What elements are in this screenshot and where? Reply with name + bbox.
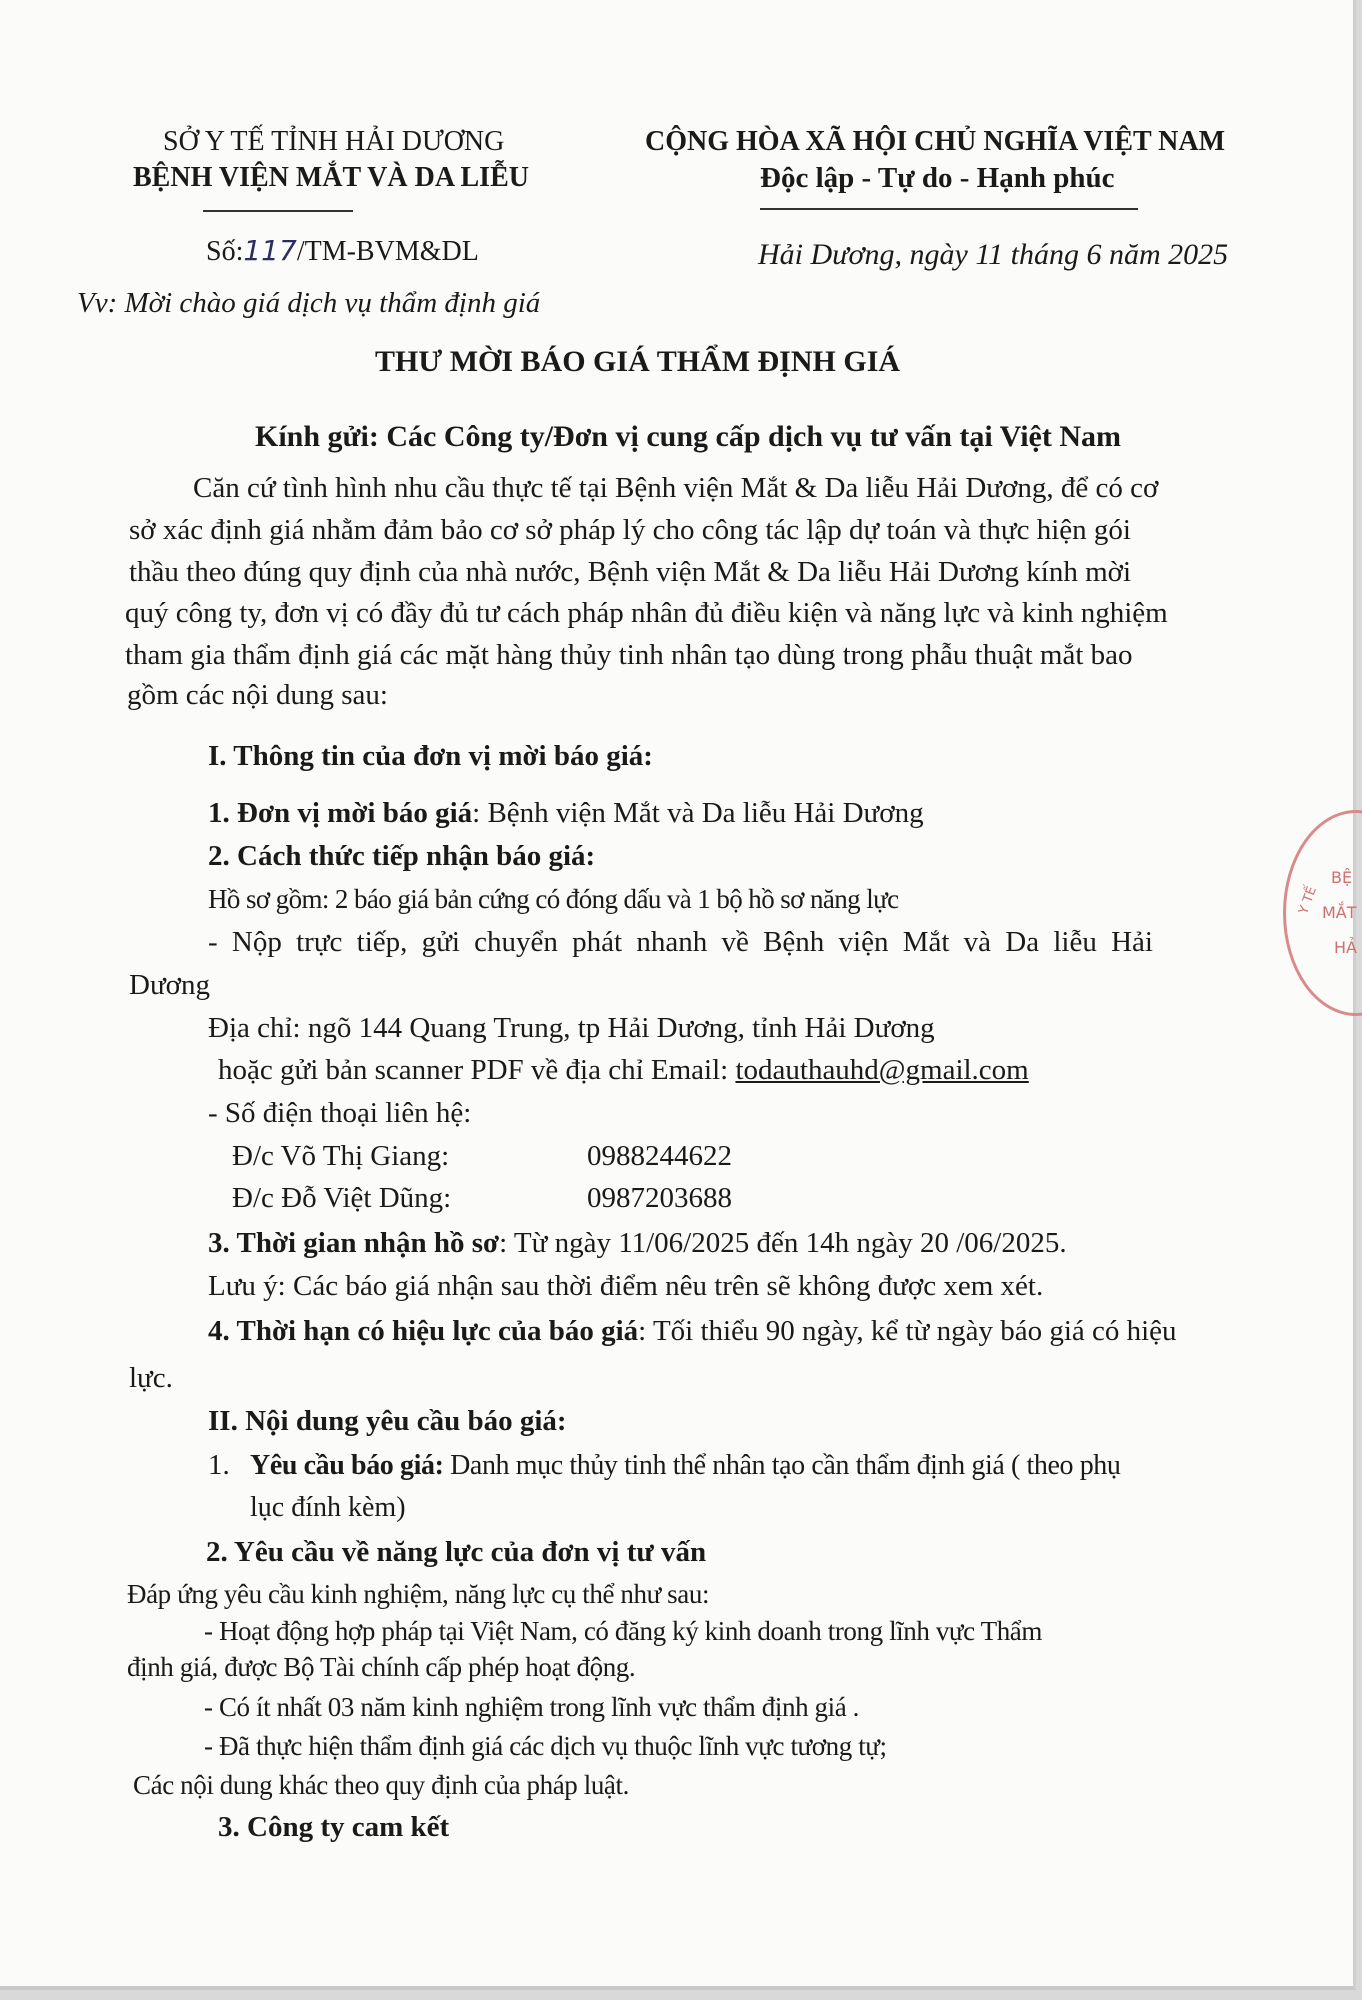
section-2-item-1-continuation: lục đính kèm) [250, 1492, 406, 1523]
recipient: Kính gửi: Các Công ty/Đơn vị cung cấp dịch vụ tư vấn tại Việt Nam [255, 420, 1122, 453]
section-1-heading: I. Thông tin của đơn vị mời báo giá: [208, 740, 653, 772]
submit-line-2: Dương [129, 969, 210, 1001]
section-2-item-1-number: 1. [208, 1449, 230, 1481]
document-subject: Vv: Mời chào giá dịch vụ thẩm định giá [77, 287, 541, 319]
section-2-heading: II. Nội dung yêu cầu báo giá: [208, 1405, 567, 1437]
stamp-fragment-4: Y TẾ [1296, 884, 1320, 917]
country-name: CỘNG HÒA XÃ HỘI CHỦ NGHĨA VIỆT NAM [645, 126, 1226, 157]
header-right-rule [760, 208, 1138, 210]
requirements-intro: Đáp ứng yêu cầu kinh nghiệm, năng lực cụ thể như sau: [127, 1579, 710, 1609]
intro-line-3: thầu theo đúng quy định của nhà nước, Bệnh viện Mắt & Da liễu Hải Dương kính mời [129, 556, 1132, 588]
section-1-item-2: 2. Cách thức tiếp nhận báo giá: [208, 840, 596, 872]
stamp-fragment-1: BỆ [1331, 868, 1353, 887]
requirements-other: Các nội dung khác theo quy định của pháp luật. [133, 1770, 629, 1800]
dossier-text: Hồ sơ gồm: 2 báo giá bản cứng có đóng dấu và 1 bộ hồ sơ năng lực [208, 884, 899, 914]
submit-line-1: - Nộp trực tiếp, gửi chuyển phát nhanh về Bệnh viện Mắt và Da liễu Hải [208, 926, 1153, 958]
address: Địa chỉ: ngõ 144 Quang Trung, tp Hải Dương, tỉnh Hải Dương [208, 1012, 935, 1044]
section-1-item-1 [208, 797, 924, 830]
item-4-value: : Tối thiểu 90 ngày, kể từ ngày báo giá có hiệu [638, 1315, 1177, 1347]
contact-phone-1: 0988244622 [587, 1140, 732, 1172]
section-2-item-3: 3. Công ty cam kết [218, 1811, 450, 1843]
document-title: THƯ MỜI BÁO GIÁ THẨM ĐỊNH GIÁ [375, 345, 901, 378]
hospital-name: BỆNH VIỆN MẮT VÀ DA LIỄU [133, 162, 529, 193]
intro-line-6: gồm các nội dung sau: [127, 679, 388, 711]
phone-heading: - Số điện thoại liên hệ: [208, 1097, 472, 1129]
email-line [218, 1054, 1029, 1087]
requirement-3: - Đã thực hiện thẩm định giá các dịch vụ thuộc lĩnh vực tương tự; [204, 1731, 887, 1761]
requirement-2: - Có ít nhất 03 năm kinh nghiệm trong lĩnh vực thẩm định giá . [204, 1692, 859, 1722]
official-stamp [1283, 810, 1362, 1016]
section-1-item-3 [208, 1227, 1067, 1260]
section-2-item-1 [250, 1450, 1121, 1482]
motto: Độc lập - Tự do - Hạnh phúc [760, 162, 1115, 194]
intro-line-2: sở xác định giá nhằm đảm bảo cơ sở pháp lý cho công tác lập dự toán và thực hiện gói [129, 514, 1131, 546]
handwritten-number: 117 [243, 234, 297, 267]
number-prefix: Số: [206, 236, 244, 267]
intro-line-4: quý công ty, đơn vị có đầy đủ tư cách pháp nhân đủ điều kiện và năng lực và kinh nghiệm [125, 597, 1168, 629]
item-3-label: 3. Thời gian nhận hồ sơ [208, 1227, 500, 1259]
requirement-1-line-2: định giá, được Bộ Tài chính cấp phép hoạt động. [127, 1652, 636, 1682]
section-2-item-1-label: Yêu cầu báo giá: [250, 1450, 444, 1481]
header-left-rule [203, 210, 353, 212]
item-3-value: : Từ ngày 11/06/2025 đến 14h ngày 20 /06/2025. [499, 1227, 1067, 1259]
email-prefix: hoặc gửi bản scanner PDF về địa chỉ Email: [218, 1054, 736, 1086]
department-name: SỞ Y TẾ TỈNH HẢI DƯƠNG [163, 126, 505, 157]
item-1-value: : Bệnh viện Mắt và Da liễu Hải Dương [472, 797, 924, 829]
section-2-item-1-value: Danh mục thủy tinh thể nhân tạo cần thẩm định giá ( theo phụ [443, 1450, 1121, 1481]
section-1-item-4 [208, 1315, 1177, 1348]
email-link[interactable]: todauthauhd@gmail.com [735, 1054, 1029, 1086]
item-4-label: 4. Thời hạn có hiệu lực của báo giá [208, 1315, 639, 1347]
section-2-item-2: 2. Yêu cầu về năng lực của đơn vị tư vấn [206, 1536, 707, 1568]
contact-phone-2: 0987203688 [587, 1182, 732, 1214]
contact-name-2: Đ/c Đỗ Việt Dũng: [232, 1182, 452, 1214]
note: Lưu ý: Các báo giá nhận sau thời điểm nêu trên sẽ không được xem xét. [208, 1270, 1044, 1302]
stamp-fragment-2: MẮT [1322, 903, 1357, 922]
requirement-1-line-1: - Hoạt động hợp pháp tại Việt Nam, có đăng ký kinh doanh trong lĩnh vực Thẩm [204, 1616, 1042, 1646]
stamp-fragment-3: HẢ [1334, 938, 1357, 957]
intro-line-5: tham gia thẩm định giá các mặt hàng thủy tinh nhân tạo dùng trong phẫu thuật mắt bao [125, 639, 1133, 671]
contact-name-1: Đ/c Võ Thị Giang: [232, 1140, 450, 1172]
intro-line-1: Căn cứ tình hình nhu cầu thực tế tại Bệnh viện Mắt & Da liễu Hải Dương, để có cơ [193, 472, 1159, 504]
document-number [206, 234, 479, 268]
item-1-label: 1. Đơn vị mời báo giá [208, 797, 473, 829]
item-4-continuation: lực. [129, 1362, 173, 1394]
number-suffix: /TM-BVM&DL [296, 236, 479, 267]
document-date: Hải Dương, ngày 11 tháng 6 năm 2025 [758, 238, 1229, 271]
